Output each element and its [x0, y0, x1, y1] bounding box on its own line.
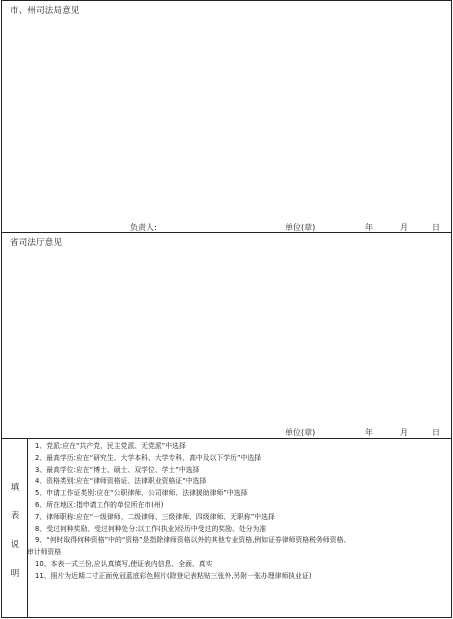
year-label: 年	[365, 428, 373, 437]
side-label-char: 填	[10, 483, 20, 493]
province-opinion-title: 省司法厅意见	[10, 238, 63, 248]
unit-seal-label: 单位(章)	[285, 428, 316, 437]
instruction-line: 6、所在地区:指申请工作的单位所在市(州)	[35, 500, 164, 509]
instruction-line: 3、最高学位:应在“博士、硕士、双学位、学士”中选择	[35, 465, 200, 474]
instruction-line: 11、照片为近期二寸正面免冠蓝底彩色照片(除登记表粘贴三张外,另附一张办理律师执业证)	[35, 571, 312, 580]
person-in-charge-label: 负责人:	[130, 223, 157, 232]
instruction-line: 4、资格类别:应在“律师资格证、法律职业资格证”中选择	[35, 477, 207, 486]
instruction-line: 10、本表一式三份,应认真填写,使证表内信息、全面、真实	[35, 559, 213, 568]
instruction-line: 8、受过何种奖励、受过何种处分:以工作(执业)经历中受过的奖励、处分为准	[35, 524, 267, 533]
opinion-form	[1, 0, 452, 618]
side-label-char: 说	[10, 540, 20, 550]
side-label-char: 明	[10, 569, 20, 579]
provincial-judicial-dept-opinion-section	[2, 233, 451, 439]
month-label: 月	[400, 428, 408, 437]
city-opinion-title: 市、州司法局意见	[10, 6, 80, 16]
city-judicial-bureau-opinion-section	[2, 1, 451, 233]
instruction-line: 9、“何时取得何种资格”中的“资格”是指除律师资格以外的其他专业资格,例如证券律师资格税务师资格、	[35, 536, 351, 545]
side-label-char: 表	[10, 511, 20, 521]
unit-seal-label: 单位(章)	[285, 223, 316, 232]
instruction-line: 2、最高学历:应在“研究生、大学本科、大学专科、高中及以下学历”中选择	[35, 453, 262, 462]
day-label: 日	[432, 428, 440, 437]
instructions-list	[27, 441, 445, 583]
year-label: 年	[365, 223, 373, 232]
instruction-line-continuation: 审计师资格	[27, 548, 62, 557]
instruction-line: 7、律师职称:应在“一级律师、二级律师、三级律师、四级律师、无职称”中选择	[35, 512, 275, 521]
filling-instructions-section	[2, 439, 451, 618]
day-label: 日	[432, 223, 440, 232]
month-label: 月	[400, 223, 408, 232]
instruction-line: 1、党派:应在“共产党、民主党派、无党派”中选择	[35, 442, 186, 450]
instructions-side-label	[2, 439, 28, 618]
instruction-line: 5、申请工作证类别:应在“公职律师、公司律师、法律援助律师”中选择	[35, 489, 248, 498]
